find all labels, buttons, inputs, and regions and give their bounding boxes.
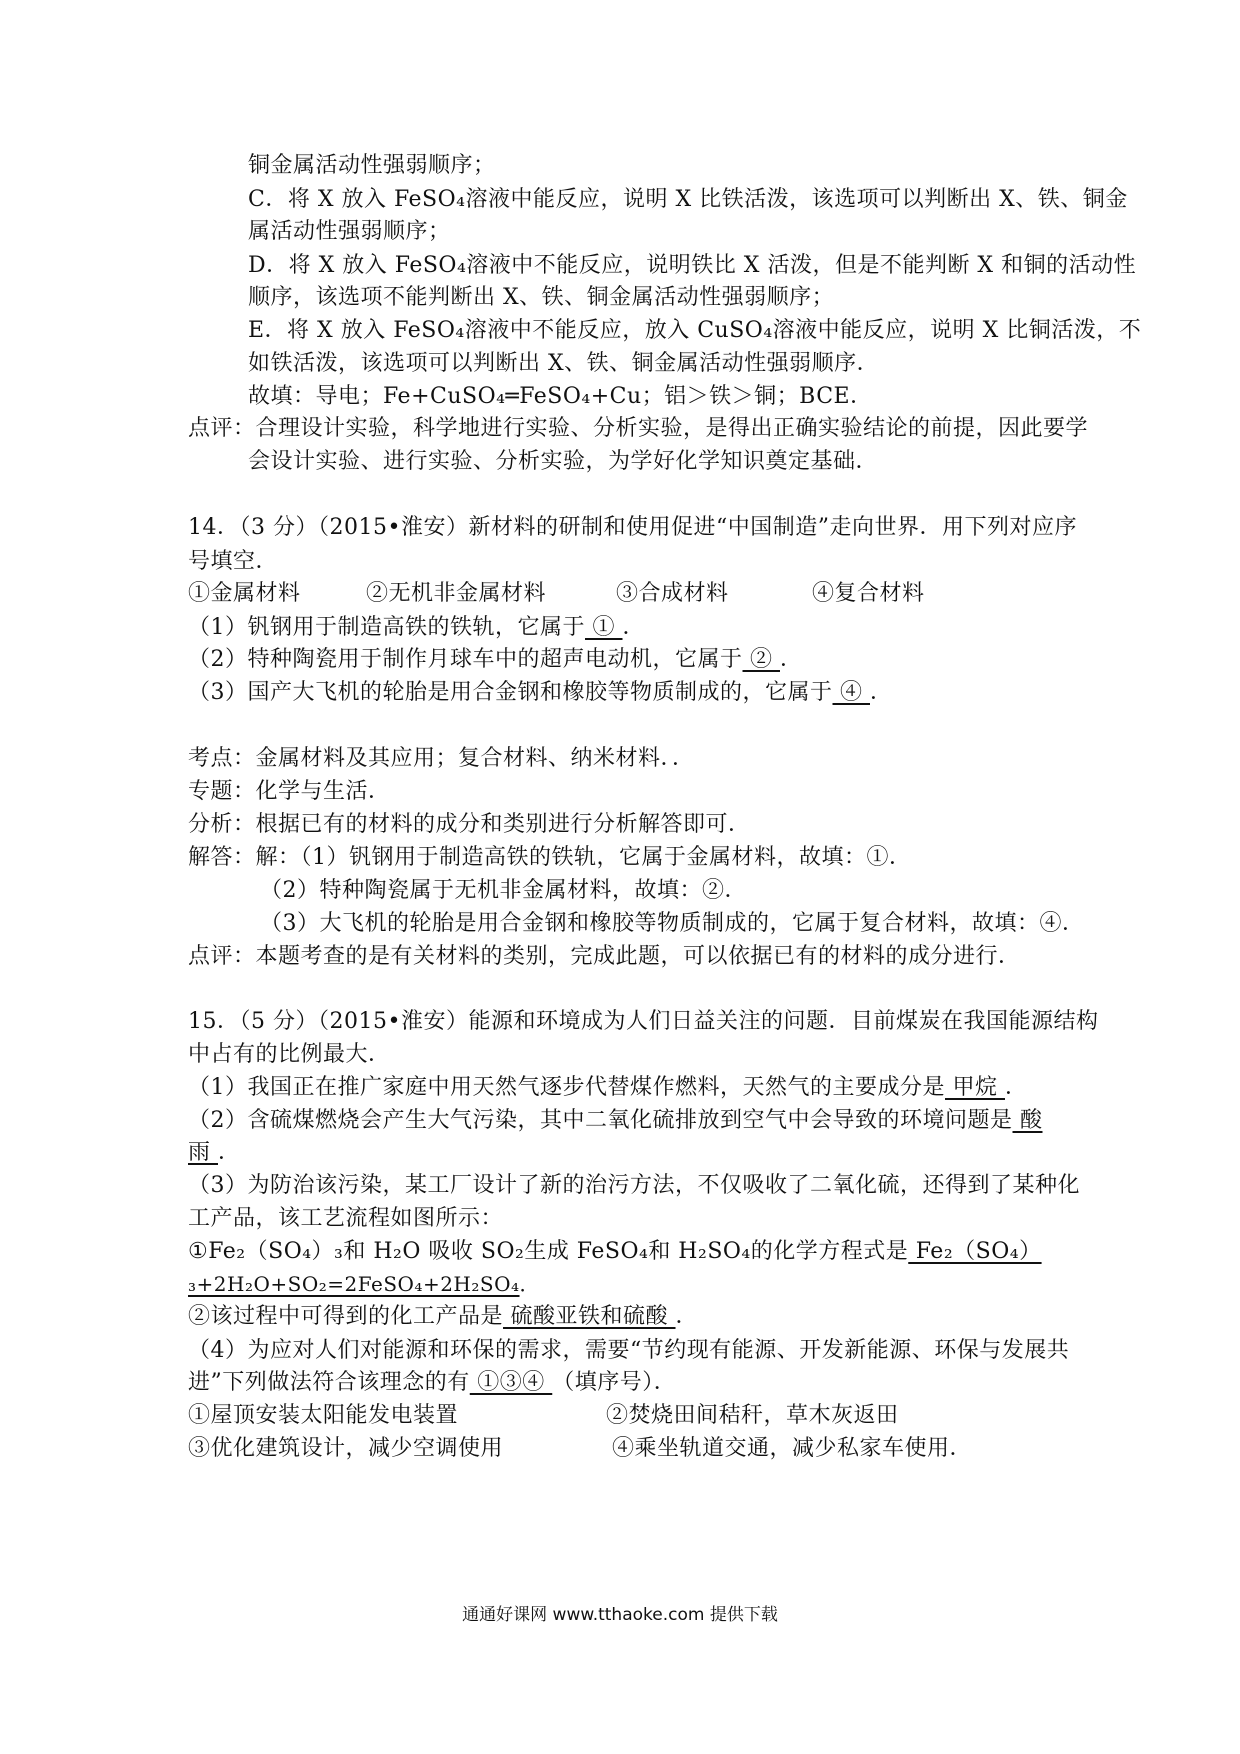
comment-line: 会设计实验、进行实验、分析实验，为学好化学知识奠定基础． (248, 449, 879, 474)
sub-question-text: （4）为应对人们对能源和环保的需求，需要“节约现有能源、开发新能源、环保与发展共 (188, 1338, 1070, 1363)
option-item: ①金属材料 (188, 581, 301, 606)
option-item: ③合成材料 (616, 581, 729, 606)
punctuation: ． (218, 1140, 241, 1165)
sub-question (188, 1136, 241, 1170)
page-footer: 通通好课网 www.tthaoke.com 提供下载 (462, 1605, 778, 1625)
sub-question-text: （填序号）． (552, 1370, 677, 1395)
sub-question (188, 1300, 698, 1334)
answer-blank: 甲烷 (945, 1075, 1005, 1100)
sub-question-text: ①Fe₂（SO₄）₃和 H₂O 吸收 SO₂生成 FeSO₄和 H₂SO₄的化学方程式是 (188, 1239, 909, 1264)
punctuation: ． (675, 1304, 699, 1329)
punctuation: ． (622, 615, 646, 640)
sub-question-text: （1）钒钢用于制造高铁的铁轨，它属于 (188, 615, 585, 640)
text-line: C．将 X 放入 FeSO₄溶液中能反应，说明 X 比铁活泼，该选项可以判断出 X、铁、铜金 (248, 187, 1128, 212)
text-line: 顺序，该选项不能判断出 X、铁、铜金属活动性强弱顺序； (248, 285, 835, 310)
question-stem: 号填空． (188, 549, 279, 574)
text-line: E．将 X 放入 FeSO₄溶液中不能反应，放入 CuSO₄溶液中能反应，说明 X 比铜活泼，不 (248, 318, 1142, 343)
sub-question (188, 1366, 676, 1400)
punctuation: ． (1005, 1075, 1028, 1100)
text-line: 如铁活泼，该选项可以判断出 X、铁、铜金属活动性强弱顺序． (248, 351, 880, 376)
analysis-line: （2）特种陶瓷属于无机非金属材料，故填：②． (260, 878, 747, 903)
analysis-line: 考点：金属材料及其应用；复合材料、纳米材料．． (188, 746, 695, 771)
analysis-line: 专题：化学与生活． (188, 779, 391, 804)
answer-blank: ④ (832, 680, 870, 705)
punctuation: ． (870, 680, 893, 705)
option-item: ②无机非金属材料 (366, 581, 547, 606)
analysis-line: （3）大飞机的轮胎是用合金钢和橡胶等物质制成的，它属于复合材料，故填：④． (260, 911, 1085, 936)
analysis-line: 解答：解：（1）钒钢用于制造高铁的铁轨，它属于金属材料，故填：①． (188, 845, 912, 870)
comment-line: 点评：合理设计实验，科学地进行实验、分析实验，是得出正确实验结论的前提，因此要学 (188, 416, 1089, 441)
text-line: D．将 X 放入 FeSO₄溶液中不能反应，说明铁比 X 活泼，但是不能判断 X 和铜的活动性 (248, 253, 1137, 278)
answer-blank: 酸 (1012, 1108, 1043, 1133)
option-item: ③优化建筑设计，减少空调使用 (188, 1436, 504, 1461)
answer-blank: ₃+2H₂O+SO₂=2FeSO₄+2H₂SO₄ (188, 1272, 520, 1296)
answer-blank: ② (742, 647, 780, 672)
sub-question-text: （2）特种陶瓷用于制作月球车中的超声电动机，它属于 (188, 647, 743, 672)
sub-question (188, 676, 893, 710)
answer-blank: 硫酸亚铁和硫酸 (503, 1304, 676, 1329)
answer-blank: 雨 (188, 1140, 218, 1165)
sub-question-text: （1）我国正在推广家庭中用天然气逐步代替煤作燃料，天然气的主要成分是 (188, 1075, 945, 1100)
answer-blank: ①③④ (469, 1370, 553, 1395)
equation-line (188, 1267, 540, 1301)
option-item: ①屋顶安装太阳能发电装置 (188, 1403, 459, 1428)
sub-question (188, 1104, 1043, 1138)
sub-question (188, 1071, 1028, 1105)
answer-line: 故填：导电；Fe+CuSO₄═FeSO₄+Cu；铝＞铁＞铜；BCE． (248, 384, 873, 409)
sub-question-text: 进”下列做法符合该理念的有 (188, 1370, 470, 1395)
punctuation: ． (780, 647, 803, 672)
text-line: 铜金属活动性强弱顺序； (248, 153, 496, 178)
sub-question-text: （3）为防治该污染，某工厂设计了新的治污方法，不仅吸收了二氧化硫，还得到了某种化 (188, 1173, 1081, 1198)
sub-question-text: （3）国产大飞机的轮胎是用合金钢和橡胶等物质制成的，它属于 (188, 680, 833, 705)
answer-blank: ① (585, 615, 623, 640)
punctuation: ． (519, 1272, 541, 1296)
question-stem: 15．（5 分）（2015•淮安）能源和环境成为人们日益关注的问题．目前煤炭在我国能源结构 (188, 1009, 1099, 1034)
question-stem: 中占有的比例最大． (188, 1042, 391, 1067)
sub-question-text: ②该过程中可得到的化工产品是 (188, 1304, 504, 1329)
question-stem: 14．（3 分）（2015•淮安）新材料的研制和使用促进“中国制造”走向世界．用下列对应序 (188, 515, 1077, 540)
option-item: ④乘坐轨道交通，减少私家车使用． (612, 1436, 973, 1461)
sub-question-text: （2）含硫煤燃烧会产生大气污染，其中二氧化硫排放到空气中会导致的环境问题是 (188, 1108, 1013, 1133)
equation-line (188, 1235, 1042, 1269)
sub-question (188, 643, 803, 677)
sub-question (188, 611, 645, 645)
option-item: ④复合材料 (812, 581, 925, 606)
option-item: ②焚烧田间秸秆，草木灰返田 (606, 1403, 899, 1428)
comment-line: 点评：本题考查的是有关材料的类别，完成此题，可以依据已有的材料的成分进行． (188, 944, 1021, 969)
analysis-line: 分析：根据已有的材料的成分和类别进行分析解答即可． (188, 812, 751, 837)
sub-question-text: 工产品，该工艺流程如图所示： (188, 1206, 504, 1231)
text-line: 属活动性强弱顺序； (248, 219, 451, 244)
answer-blank: Fe₂（SO₄） (908, 1239, 1042, 1264)
